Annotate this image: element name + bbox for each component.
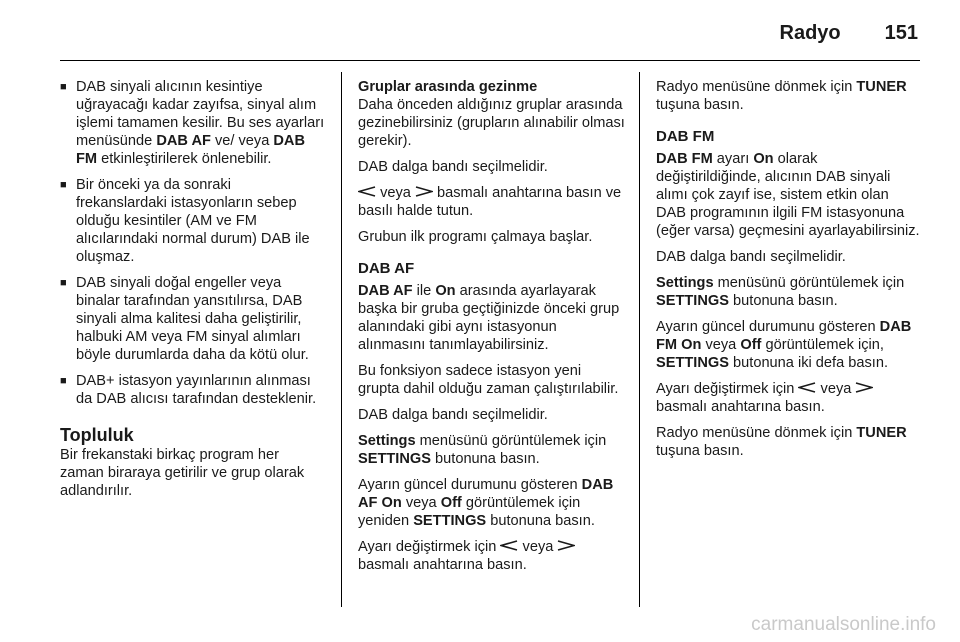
paragraph: veya basmalı anahtarına basın ve basılı halde tutun. bbox=[358, 185, 622, 219]
bullet-item: ■ DAB+ istasyon yayınlarının alınması da DAB alıcısı tarafından desteklenir. bbox=[60, 373, 317, 407]
paragraph: DAB dalga bandı seçilmelidir. bbox=[656, 249, 846, 265]
paragraph: Settings menüsünü görüntülemek için SETTINGS butonuna basın. bbox=[656, 275, 905, 309]
subheading: Gruplar arasında gezinme bbox=[358, 79, 538, 95]
triangle-left-icon bbox=[798, 382, 816, 393]
keyword: DAB AF bbox=[156, 133, 211, 149]
square-bullet-icon: ■ bbox=[60, 277, 67, 289]
section-title: Radyo bbox=[779, 22, 841, 44]
paragraph: DAB dalga bandı seçilmelidir. bbox=[358, 159, 548, 175]
triangle-left-icon bbox=[358, 186, 376, 197]
page-number: 151 bbox=[884, 22, 918, 44]
paragraph: Radyo menüsüne dönmek için TUNER tuşuna basın. bbox=[656, 79, 907, 113]
column-2 bbox=[358, 78, 626, 582]
bullet-item: ■ Bir önceki ya da sonraki frekanslardaki istasyonların sebep olduğu kesintiler (AM ve FM alıcılarındaki normal durum) DAB ile oluşmaz. bbox=[60, 177, 310, 265]
paragraph: DAB AF ile On arasında ayarlayarak başka bir gruba geçtiğinizde önceki grup alanındaki gibi aynı istasyonun alınmasını tanımlayabilirsiniz. bbox=[358, 283, 620, 353]
paragraph: Settings menüsünü görüntülemek için SETTINGS butonuna basın. bbox=[358, 433, 607, 467]
square-bullet-icon: ■ bbox=[60, 375, 67, 387]
paragraph: Ayarı değiştirmek için veya basmalı anahtarına basın. bbox=[358, 538, 626, 574]
column-divider bbox=[341, 72, 342, 607]
column-1 bbox=[60, 78, 325, 508]
bullet-item: ■ DAB sinyali alıcının kesintiye uğrayacağı kadar zayıfsa, sinyal alım işlemi tamamen kesilir. Bu ses ayarları menüsünde DAB AF ve/ veya DAB FM etkinleştirilerek önlenebilir. bbox=[60, 79, 325, 167]
square-bullet-icon: ■ bbox=[60, 81, 67, 93]
triangle-left-icon bbox=[500, 540, 518, 551]
watermark: carmanualsonline.info bbox=[751, 614, 936, 635]
paragraph: Ayarın güncel durumunu gösteren DAB FM On veya Off görüntülemek için, SETTINGS butonuna iki defa basın. bbox=[656, 319, 912, 371]
paragraph: Bir frekanstaki birkaç program her zaman biraraya getirilir ve grup olarak adlandırılır. bbox=[60, 447, 305, 499]
triangle-right-icon bbox=[855, 382, 873, 393]
keyword: DAB FM bbox=[76, 133, 306, 167]
column-3 bbox=[656, 78, 922, 468]
paragraph: DAB FM ayarı On olarak değiştirildiğinde, alıcının DAB sinyali alımı çok zayıf ise, sistem etkin olan DAB programının ilgili FM istasyonuna (eğer varsa) geçmesini ayarlayabilirsiniz. bbox=[656, 151, 920, 239]
triangle-right-icon bbox=[557, 540, 575, 551]
header-rule bbox=[60, 60, 920, 61]
column-divider bbox=[639, 72, 640, 607]
bullet-item: ■ DAB sinyali doğal engeller veya binalar tarafından yansıtılırsa, DAB sinyali alma kalitesi daha geliştirilir, halbuki AM veya FM sinyal alımları böyle durumlarda daha da kötü olur. bbox=[60, 275, 309, 363]
section-heading: DAB FM bbox=[656, 128, 715, 145]
paragraph: DAB dalga bandı seçilmelidir. bbox=[358, 407, 548, 423]
paragraph: Daha önceden aldığınız gruplar arasında gezinebilirsiniz (grupların alınabilir olması gerekir). bbox=[358, 97, 625, 149]
paragraph: Ayarın güncel durumunu gösteren DAB AF On veya Off görüntülemek için yeniden SETTINGS butonuna basın. bbox=[358, 477, 614, 529]
section-heading: DAB AF bbox=[358, 260, 415, 277]
square-bullet-icon: ■ bbox=[60, 179, 67, 191]
section-heading: Topluluk bbox=[60, 425, 134, 445]
paragraph: Ayarı değiştirmek için veya basmalı anahtarına basın. bbox=[656, 380, 922, 416]
triangle-right-icon bbox=[415, 186, 433, 197]
page-header bbox=[780, 22, 919, 45]
paragraph: Bu fonksiyon sadece istasyon yeni grupta dahil olduğu zaman çalıştırılabilir. bbox=[358, 363, 619, 397]
paragraph: Grubun ilk programı çalmaya başlar. bbox=[358, 229, 593, 245]
paragraph: Radyo menüsüne dönmek için TUNER tuşuna basın. bbox=[656, 425, 907, 459]
